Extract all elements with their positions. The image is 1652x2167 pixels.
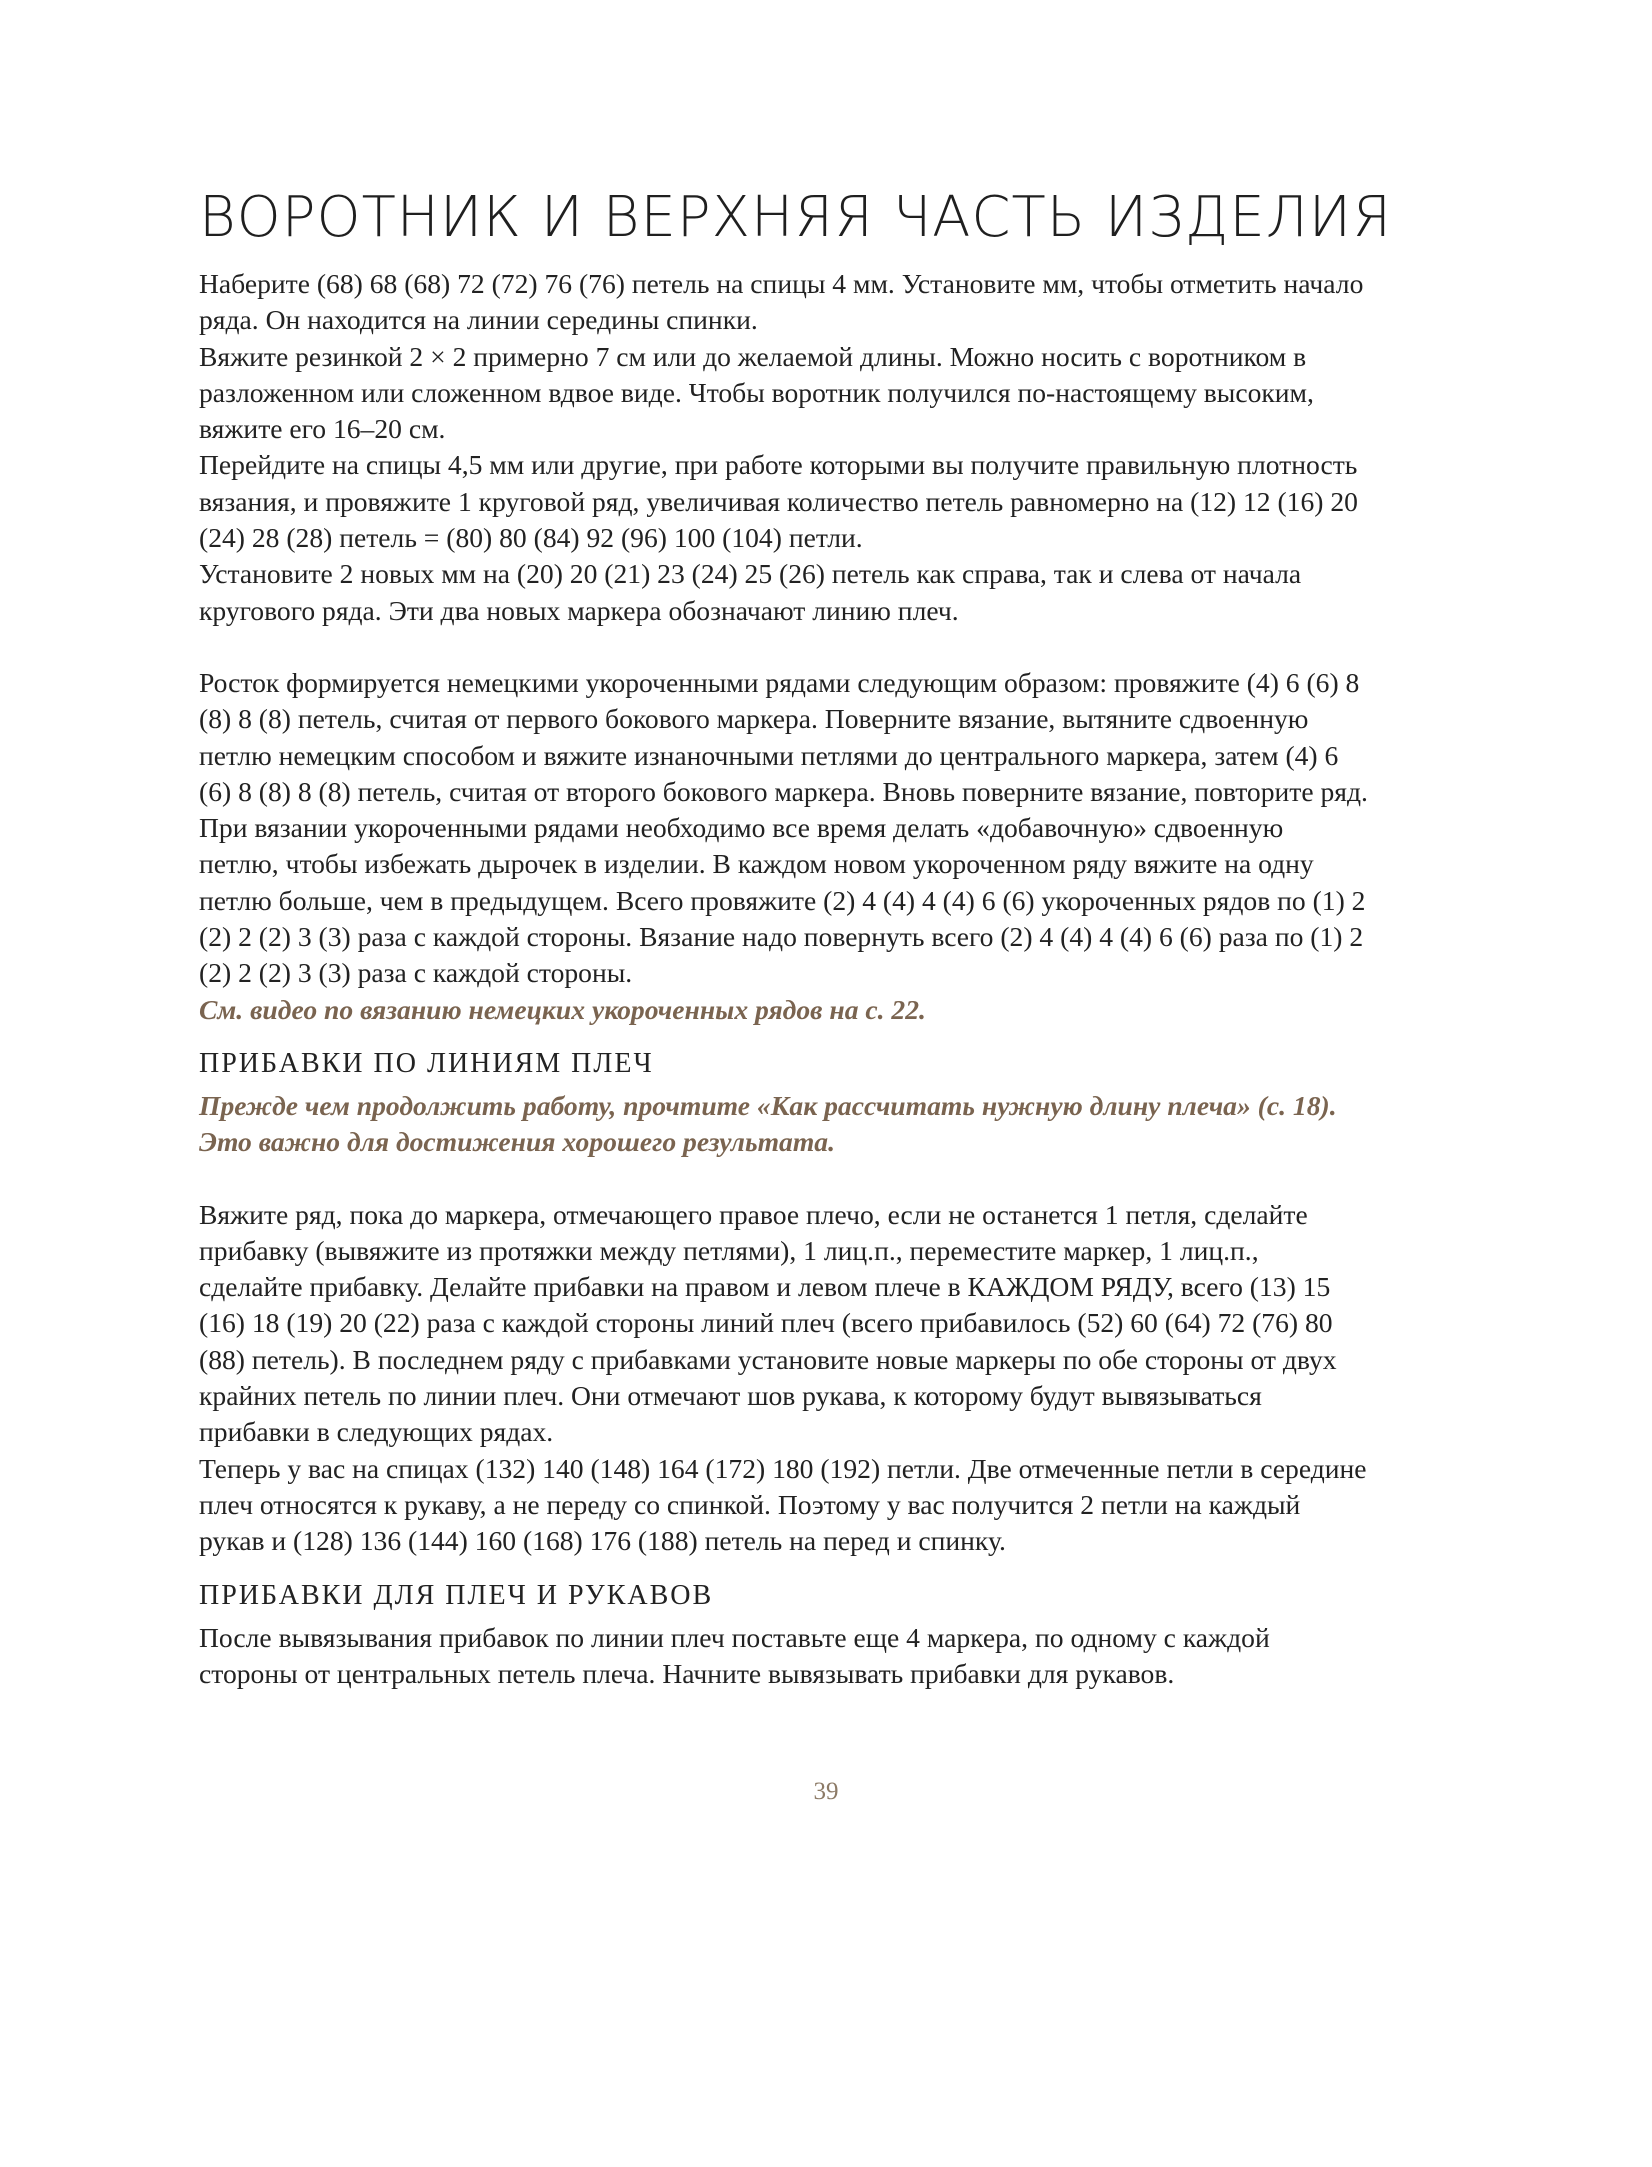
page-content xyxy=(199,185,1392,1692)
shoulder-increase-text-start: Вяжите ряд, пока до маркера, отмечающего правое плечо, если не останется 1 петля, сделайте прибавку (вывяжите из протяжки между петлями), 1 лиц.п., переместите маркер, 1 лиц.п., сделайте прибавку. Делайте прибавки на правом и левом плече xyxy=(199,1198,1308,1303)
shoulder-increase-text-end: , всего (13) 15 (16) 18 (19) 20 (22) раза с каждой стороны линий плеч (всего прибавилось (52) 60 (64) 72 (76) 80 (88) петель). В последнем ряду с прибавками установите новые маркеры по обе стороны от двух крайних петель по линии плеч. Они отмечают шов рукава, к которому будут вывязываться прибавки в следующих рядах. xyxy=(199,1271,1337,1448)
collar-paragraph-increase-round: Перейдите на спицы 4,5 мм или другие, при работе которыми вы получите правильную плотность вязания, и провяжите 1 круговой ряд, увеличивая количество петель равномерно на (12) 12 (16) 20 (24) 28 (28) петель = (80) 80 (84) 92 (96) 100 (104) петли. xyxy=(199,449,1358,554)
collar-paragraph-markers: Установите 2 новых мм на (20) 20 (21) 23 (24) 25 (26) петель как справа, так и слева от начала кругового ряда. Эти два новых маркера обозначают линию плеч. xyxy=(199,558,1302,626)
page-number: 39 xyxy=(813,1778,839,1805)
collar-paragraph-cast-on: Наберите (68) 68 (68) 72 (72) 76 (76) петель на спицы 4 мм. Установите мм, чтобы отметить начало ряда. Он находится на линии середины спинки. xyxy=(199,268,1364,336)
section-heading-shoulder-increases: ПРИБАВКИ ПО ЛИНИЯМ ПЛЕЧ xyxy=(199,1047,654,1079)
page-title: ВОРОТНИК И ВЕРХНЯЯ ЧАСТЬ ИЗДЕЛИЯ xyxy=(199,185,1392,250)
collar-paragraph-ribbing: Вяжите резинкой 2 × 2 примерно 7 см или до желаемой длины. Можно носить с воротником в разложенном или сложенном вдвое виде. Чтобы воротник получился по-настоящему высоким, вяжите его 16–20 см. xyxy=(199,340,1314,445)
video-reference-note: См. видео по вязанию немецких укороченных рядов на с. 22. xyxy=(199,993,926,1025)
shoulder-increase-paragraph xyxy=(199,1197,1369,1451)
stitch-count-paragraph: Теперь у вас на спицах (132) 140 (148) 164 (172) 180 (192) петли. Две отмеченные петли в середине плеч относятся к рукаву, а не переду со спинкой. Поэтому у вас получится 2 петли на каждый рукав и (128) 136 (144) 160 (168) 176 (188) петель на перед и спинку. xyxy=(199,1452,1367,1557)
shoulder-length-note: Прежде чем продолжить работу, прочтите «Как рассчитать нужную длину плеча» (с. 18). Это важно для достижения хорошего результата. xyxy=(199,1089,1337,1158)
every-row-emphasis: в КАЖДОМ РЯДУ xyxy=(947,1271,1167,1303)
paragraph-gap xyxy=(199,1161,1369,1197)
rostok-paragraph: Росток формируется немецкими укороченными рядами следующим образом: провяжите (4) 6 (6) 8 (8) 8 (8) петель, считая от первого бокового маркера. Поверните вязание, вытяните сдвоенную петлю немецким способом и вяжите изнаночными петлями до центрального маркера, затем (4) 6 (6) 8 (8) 8 (8) петель, считая от второго бокового маркера. Вновь поверните вязание, повторите ряд. При вязании укороченными рядами необходимо все время делать «добавочную» сдвоенную петлю, чтобы избежать дырочек в изделии. В каждом новом укороченном ряду вяжите на одну петлю больше, чем в предыдущем. Всего провяжите (2) 4 (4) 4 (4) 6 (6) укороченных рядов по (1) 2 (2) 2 (2) 3 (3) раза с каждой стороны. Вязание надо повернуть всего (2) 4 (4) 4 (4) 6 (6) раза по (1) 2 (2) 2 (2) 3 (3) раза с каждой стороны. xyxy=(199,666,1368,989)
paragraph-gap xyxy=(199,629,1369,665)
section-heading-sleeve-increases: ПРИБАВКИ ДЛЯ ПЛЕЧ И РУКАВОВ xyxy=(199,1579,714,1611)
sleeve-increase-paragraph: После вывязывания прибавок по линии плеч поставьте еще 4 маркера, по одному с каждой стороны от центральных петель плеча. Начните вывязывать прибавки для рукавов. xyxy=(199,1621,1270,1689)
